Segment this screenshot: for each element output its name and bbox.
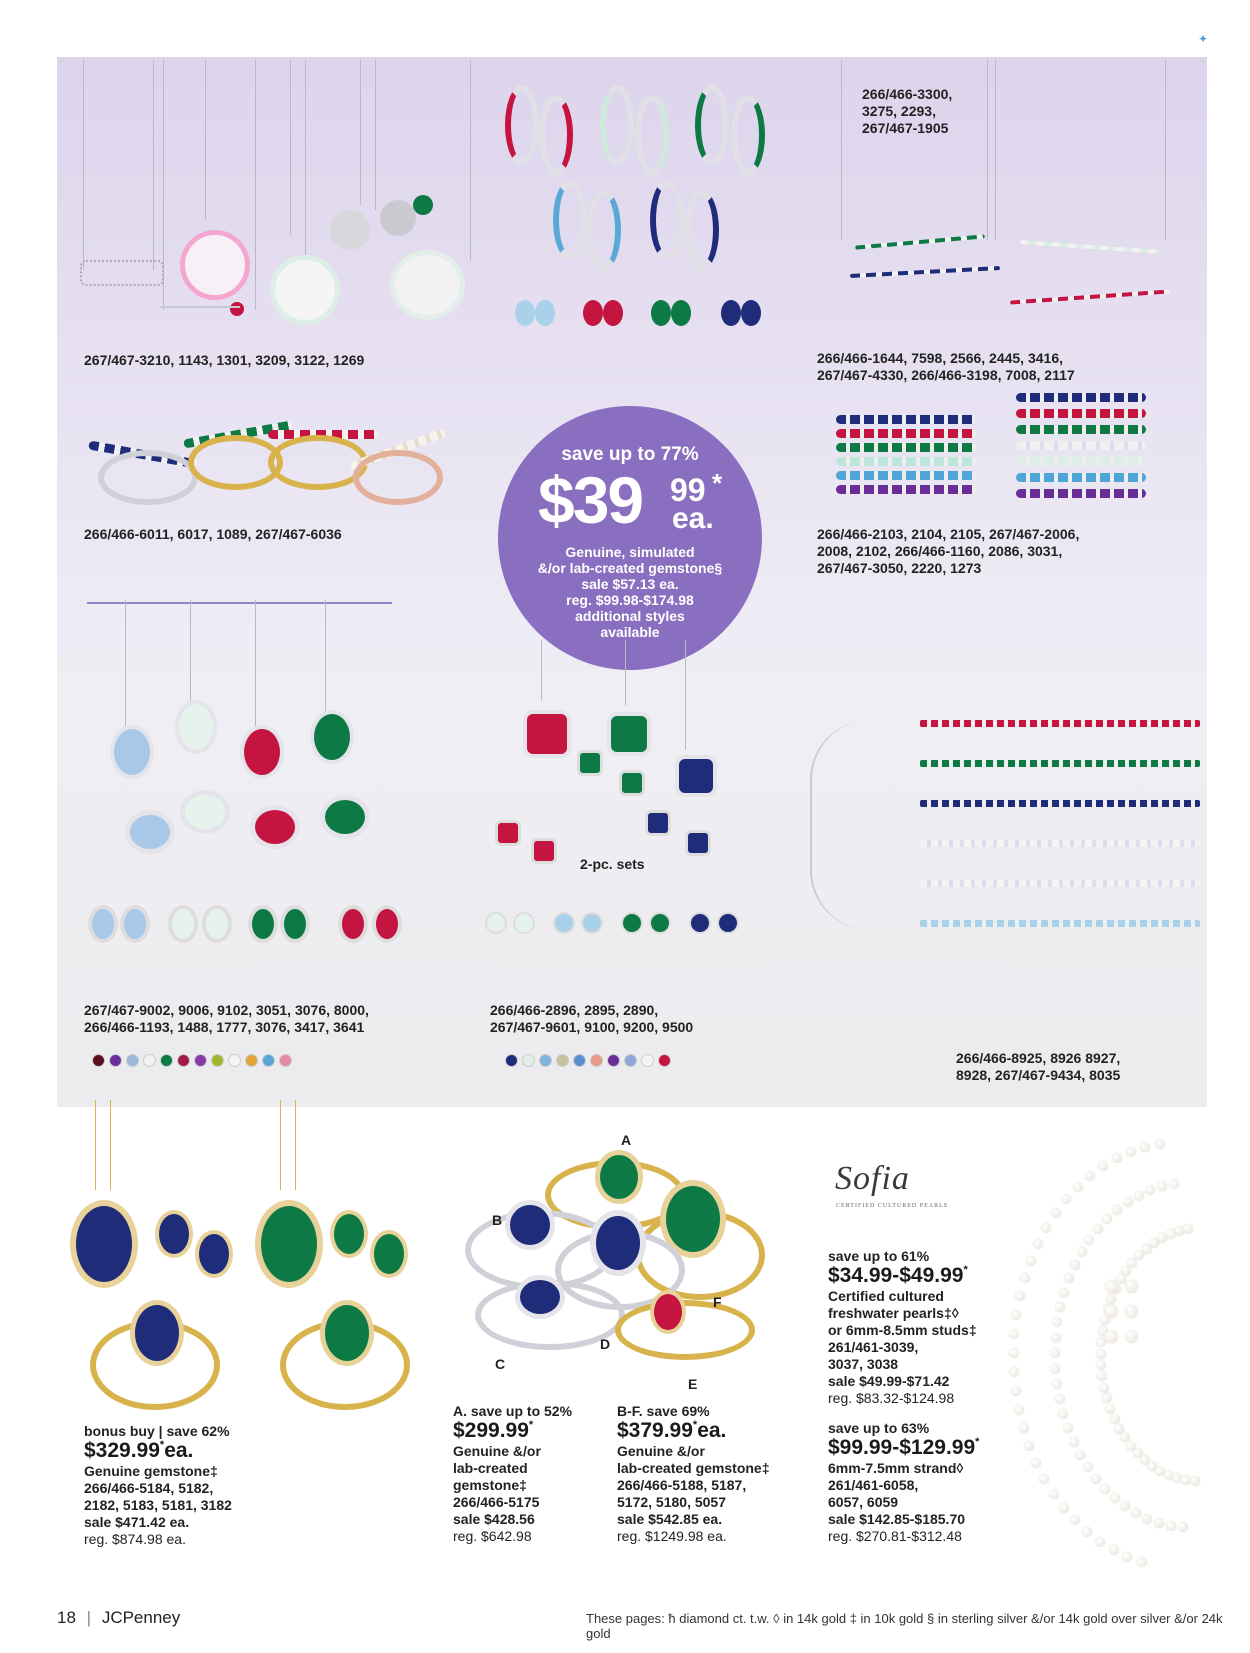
pearl: [1064, 1273, 1074, 1283]
offer-bf: [617, 1403, 817, 1545]
pearl-stud: [1125, 1330, 1138, 1343]
offer-pearl-strand: [828, 1420, 1008, 1545]
cushion-sets-image: [485, 640, 745, 940]
pearl: [1169, 1179, 1179, 1189]
halo-sets-image: [80, 600, 420, 950]
pearl: [1011, 1386, 1021, 1396]
pearl: [1110, 1493, 1120, 1503]
pearl-stud: [1105, 1330, 1118, 1343]
pearl-stud: [1105, 1280, 1118, 1293]
pearl: [1134, 1191, 1144, 1201]
swatch-dot: [607, 1054, 620, 1067]
swatch-dot: [228, 1054, 241, 1067]
swatch-dot: [279, 1054, 292, 1067]
swatch-dot: [573, 1054, 586, 1067]
swatch-dot: [194, 1054, 207, 1067]
pearl: [1091, 1474, 1101, 1484]
offer-bonus: [84, 1423, 314, 1548]
pearl: [1055, 1394, 1065, 1404]
offer-pearls-studs: [828, 1248, 1008, 1407]
offer-pearls1-sale: sale $49.99-$71.42: [828, 1373, 950, 1389]
swatch-dot: [109, 1054, 122, 1067]
offer-a-details: Genuine &/or lab-created gemstone‡ 266/466-5175: [453, 1443, 541, 1510]
pearl: [1031, 1458, 1041, 1468]
pearl: [1096, 1360, 1106, 1370]
pearl: [1069, 1437, 1079, 1447]
sale-badge-description: Genuine, simulated &/or lab-created gemstone§ sale $57.13 ea. reg. $99.98-$174.98 additional styles available: [537, 544, 723, 640]
offer-bf-details: Genuine &/or lab-created gemstone‡ 266/466-5188, 5187, 5172, 5180, 5057: [617, 1443, 770, 1510]
offer-pearls2-reg: reg. $270.81-$312.48: [828, 1528, 962, 1544]
pearl: [1095, 1537, 1105, 1547]
pearl: [1009, 1329, 1019, 1339]
pearl: [1112, 1153, 1122, 1163]
stackable-rings-caption: 266/466-2103, 2104, 2105, 267/467-2006, 2008, 2102, 266/466-1160, 2086, 3031, 267/467-3050, 2220, 1273: [817, 526, 1080, 576]
offer-pearls1-star: *: [963, 1264, 968, 1276]
pearl-stud: [1125, 1305, 1138, 1318]
pearl: [1085, 1171, 1095, 1181]
pearl: [1009, 1367, 1019, 1377]
pearl: [1097, 1371, 1107, 1381]
offer-pearls2-label: save up to 63%: [828, 1420, 930, 1436]
swatch-dot: [658, 1054, 671, 1067]
pearl: [1110, 1414, 1120, 1424]
offer-bf-reg: reg. $1249.98 ea.: [617, 1528, 727, 1544]
pearl: [1183, 1224, 1193, 1234]
pearl: [1102, 1393, 1112, 1403]
footer-legend: These pages: ħ diamond ct. t.w. ◊ in 14k gold ‡ in 10k gold § in sterling silver &/or 14k gold over silver &/or 24k gold: [586, 1611, 1223, 1641]
offer-bonus-sale: sale $471.42 ea.: [84, 1514, 190, 1530]
stackable-rings-image: [836, 385, 1166, 525]
ring-letter-labels: [455, 1130, 785, 1390]
pearl-stud: [1105, 1305, 1118, 1318]
swatch-dot: [641, 1054, 654, 1067]
gemstone-color-swatches-left: [92, 1054, 312, 1068]
two-pc-sets-label: 2-pc. sets: [580, 856, 645, 872]
pearl: [1126, 1147, 1136, 1157]
offer-a-sale: sale $428.56: [453, 1511, 535, 1527]
swatch-dot: [126, 1054, 139, 1067]
stud-earrings-image: [485, 912, 745, 936]
pearl: [1105, 1404, 1115, 1414]
pearl: [1015, 1291, 1025, 1301]
mom-necklaces-caption: 267/467-3210, 1143, 1301, 3209, 3122, 1269: [84, 352, 365, 368]
swatch-dot: [539, 1054, 552, 1067]
footer-brand: JCPenney: [101, 1608, 181, 1627]
pearl: [1166, 1521, 1176, 1531]
sale-badge-ea: ea.: [672, 502, 714, 535]
halo-sets-caption: 267/467-9002, 9006, 9102, 3051, 3076, 8000, 266/466-1193, 1488, 1777, 3076, 3417, 3641: [84, 1002, 369, 1035]
gemstone-necklaces-caption-top: 266/466-3300, 3275, 2293, 267/467-1905: [862, 86, 953, 136]
pearl: [1019, 1423, 1029, 1433]
offer-bf-price: $379.99: [617, 1419, 693, 1442]
pearl: [1070, 1260, 1080, 1270]
pearl: [1059, 1288, 1069, 1298]
sale-badge-cents: 99: [670, 472, 706, 508]
offer-a-star: *: [528, 1419, 534, 1431]
pearl: [1041, 1223, 1051, 1233]
pearl: [1051, 1208, 1061, 1218]
pearl: [1100, 1484, 1110, 1494]
offer-bonus-reg: reg. $874.98 ea.: [84, 1531, 186, 1547]
pearl: [1106, 1294, 1116, 1304]
offer-bf-sale: sale $542.85 ea.: [617, 1511, 723, 1527]
pearl: [1093, 1224, 1103, 1234]
pearl: [1058, 1409, 1068, 1419]
pearl: [1050, 1364, 1060, 1374]
pearl: [1083, 1462, 1093, 1472]
offer-bonus-details: Genuine gemstone‡ 266/466-5184, 5182, 2182, 5183, 5181, 3182: [84, 1463, 232, 1513]
swatch-dot: [522, 1054, 535, 1067]
cushion-sets-caption: 266/466-2896, 2895, 2890, 267/467-9601, 9100, 9200, 9500: [490, 1002, 694, 1035]
pearl: [1157, 1181, 1167, 1191]
pearl: [1055, 1302, 1065, 1312]
pearl: [1051, 1333, 1061, 1343]
ring-letter-f: F: [713, 1294, 722, 1310]
footer-left: [57, 1608, 180, 1628]
pearl: [1134, 1250, 1144, 1260]
pearl: [1082, 1527, 1092, 1537]
offer-pearls1-reg: reg. $83.32-$124.98: [828, 1390, 955, 1406]
pearl: [1099, 1383, 1109, 1393]
swatch-dot: [143, 1054, 156, 1067]
pearl: [1024, 1441, 1034, 1451]
pearl: [1155, 1139, 1165, 1149]
sale-badge-star: *: [712, 468, 723, 498]
page-number: 18: [57, 1608, 76, 1627]
pearl: [1050, 1348, 1060, 1358]
offer-bf-star: *: [692, 1419, 698, 1431]
mom-necklaces-image: [75, 60, 485, 360]
offer-pearls2-details: 6mm-7.5mm strand◊ 261/461-6058, 6057, 6059: [828, 1460, 964, 1510]
gemstone-necklaces-caption: 266/466-1644, 7598, 2566, 2445, 3416, 267/467-4330, 266/466-3198, 7008, 2117: [817, 350, 1075, 383]
pearl: [1011, 1310, 1021, 1320]
offer-bonus-label: bonus buy | save 62%: [84, 1423, 230, 1439]
offer-pearls1-details: Certified cultured freshwater pearls‡◊ or 6mm-8.5mm studs‡ 261/461-3039, 3037, 3038: [828, 1288, 977, 1372]
pearl: [1131, 1508, 1141, 1518]
swatch-dot: [262, 1054, 275, 1067]
swatch-dot: [211, 1054, 224, 1067]
pearl: [1039, 1474, 1049, 1484]
sale-badge: [498, 406, 762, 670]
pearl: [1033, 1239, 1043, 1249]
offer-pearls2-price: $99.99-$129.99: [828, 1436, 976, 1459]
pearl: [1145, 1185, 1155, 1195]
offer-bf-suffix: ea.: [697, 1419, 727, 1442]
pearl: [1073, 1182, 1083, 1192]
pearl: [1122, 1552, 1132, 1562]
pearl: [1084, 1235, 1094, 1245]
pearl: [1109, 1545, 1119, 1555]
pearl: [1112, 1205, 1122, 1215]
sofia-logo: Sofia: [835, 1160, 910, 1197]
pearl: [1075, 1450, 1085, 1460]
pearl: [1123, 1197, 1133, 1207]
ring-letter-d: D: [600, 1336, 611, 1352]
pearl: [1061, 1194, 1071, 1204]
offer-a: [453, 1403, 613, 1545]
pearl-stud: [1125, 1280, 1138, 1293]
pearl: [1077, 1247, 1087, 1257]
sofia-logo-subtitle: CERTIFIED CULTURED PEARLS: [836, 1203, 949, 1209]
pearl: [1102, 1214, 1112, 1224]
swatch-dot: [505, 1054, 518, 1067]
ring-letter-b: B: [492, 1212, 503, 1228]
pearl: [1120, 1501, 1130, 1511]
corner-mark: ✦: [1198, 32, 1209, 46]
offer-bf-label: B-F. save 69%: [617, 1403, 710, 1419]
ring-letter-a: A: [621, 1132, 632, 1148]
pearl: [1190, 1476, 1200, 1486]
swatch-dot: [590, 1054, 603, 1067]
offer-pearls1-label: save up to 61%: [828, 1248, 930, 1264]
gemstone-rings-image: [88, 410, 448, 520]
pearl: [1070, 1515, 1080, 1525]
hoop-earrings-image: [495, 75, 795, 385]
footer-separator: |: [86, 1608, 92, 1627]
pearl: [1137, 1557, 1147, 1567]
pearl: [1049, 1489, 1059, 1499]
pearl: [1098, 1161, 1108, 1171]
ring-letter-c: C: [495, 1356, 506, 1372]
swatch-dot: [624, 1054, 637, 1067]
offer-bonus-star: *: [159, 1439, 165, 1451]
sapphire-emerald-set-image: [70, 1100, 430, 1440]
sale-badge-save: save up to 77%: [561, 444, 699, 465]
offer-bonus-price: $329.99: [84, 1439, 160, 1462]
offer-pearls2-sale: sale $142.85-$185.70: [828, 1511, 966, 1527]
tennis-bracelets-caption: 266/466-8925, 8926 8927, 8928, 267/467-9434, 8035: [956, 1050, 1121, 1083]
pearl: [1166, 1229, 1176, 1239]
swatch-dot: [92, 1054, 105, 1067]
pearl: [1052, 1317, 1062, 1327]
pearl: [1009, 1348, 1019, 1358]
offer-pearls1-price: $34.99-$49.99: [828, 1264, 964, 1287]
swatch-dot: [245, 1054, 258, 1067]
swatch-dot: [160, 1054, 173, 1067]
pearl: [1174, 1226, 1184, 1236]
pearl: [1026, 1256, 1036, 1266]
ring-letter-e: E: [688, 1376, 698, 1392]
pearl-strands-image: [995, 1130, 1205, 1570]
pearl: [1052, 1379, 1062, 1389]
pearl: [1014, 1405, 1024, 1415]
pearl: [1059, 1503, 1069, 1513]
offer-bonus-suffix: ea.: [164, 1439, 194, 1462]
pearl: [1020, 1273, 1030, 1283]
pearl: [1096, 1349, 1106, 1359]
swatch-dot: [556, 1054, 569, 1067]
gemstone-rings-caption: 266/466-6011, 6017, 1089, 267/467-6036: [84, 526, 342, 542]
pearl: [1140, 1142, 1150, 1152]
sale-badge-dollars: $39: [538, 463, 643, 537]
offer-a-price: $299.99: [453, 1419, 529, 1442]
pearl: [1154, 1518, 1164, 1528]
pearl: [1178, 1522, 1188, 1532]
pearl: [1142, 1514, 1152, 1524]
swatch-dot: [177, 1054, 190, 1067]
offer-pearls2-star: *: [975, 1436, 980, 1448]
tennis-bracelets-image: [800, 690, 1200, 960]
pearl: [1063, 1423, 1073, 1433]
offer-a-reg: reg. $642.98: [453, 1528, 532, 1544]
offer-a-label: A. save up to 52%: [453, 1403, 573, 1419]
gemstone-color-swatches-mid: [505, 1054, 685, 1068]
